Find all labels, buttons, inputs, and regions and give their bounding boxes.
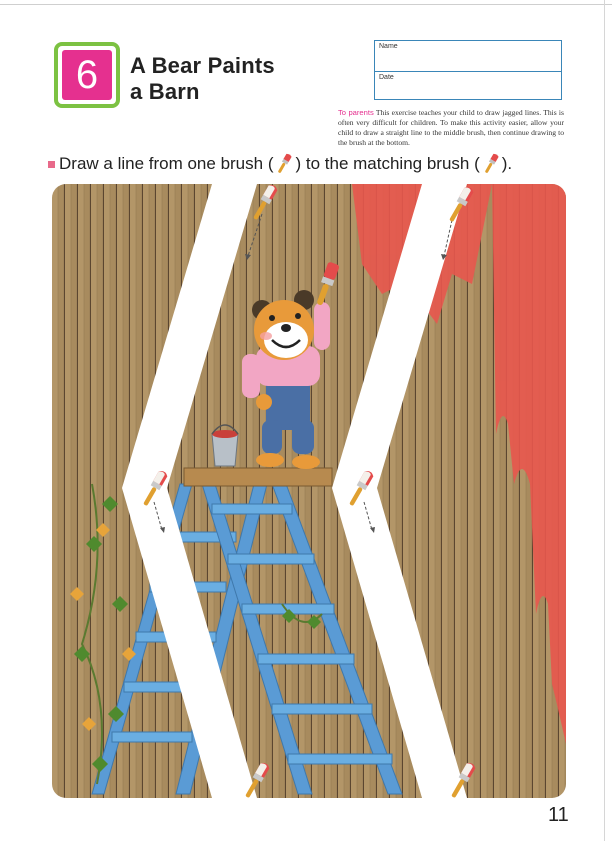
page-number: 11	[548, 804, 569, 826]
name-field[interactable]	[375, 41, 561, 70]
instruction-part1: Draw a line from one brush (	[59, 154, 274, 173]
instruction	[48, 151, 512, 177]
name-label: Name	[379, 43, 398, 50]
instruction-part2: ) to the matching brush (	[295, 154, 480, 173]
paint-bucket-icon	[212, 425, 238, 466]
ladder-platform	[184, 468, 332, 486]
lesson-number: 6	[62, 50, 112, 100]
right-rule	[604, 0, 605, 841]
date-label: Date	[379, 74, 394, 81]
bullet-square	[48, 161, 55, 168]
parents-note-text: This exercise teaches your child to draw jagged lines. This is often very difficult for children. To make this activity easier, allow your child to draw a straight line to the middle brush, then continue drawing to the brush at the bottom.	[338, 108, 564, 147]
barn-scene	[52, 184, 566, 798]
lesson-title-line1: A Bear Paints	[130, 53, 275, 78]
date-field[interactable]	[375, 71, 561, 101]
lesson-title-line2: a Barn	[130, 79, 200, 104]
paintbrush-icon	[482, 153, 500, 175]
paintbrush-icon	[275, 153, 293, 175]
parents-note-label: To parents	[338, 108, 374, 117]
parents-note	[338, 108, 564, 148]
instruction-part3: ).	[501, 154, 513, 173]
name-date-box	[374, 40, 562, 100]
top-rule	[0, 4, 612, 5]
lesson-number-badge	[54, 42, 120, 108]
